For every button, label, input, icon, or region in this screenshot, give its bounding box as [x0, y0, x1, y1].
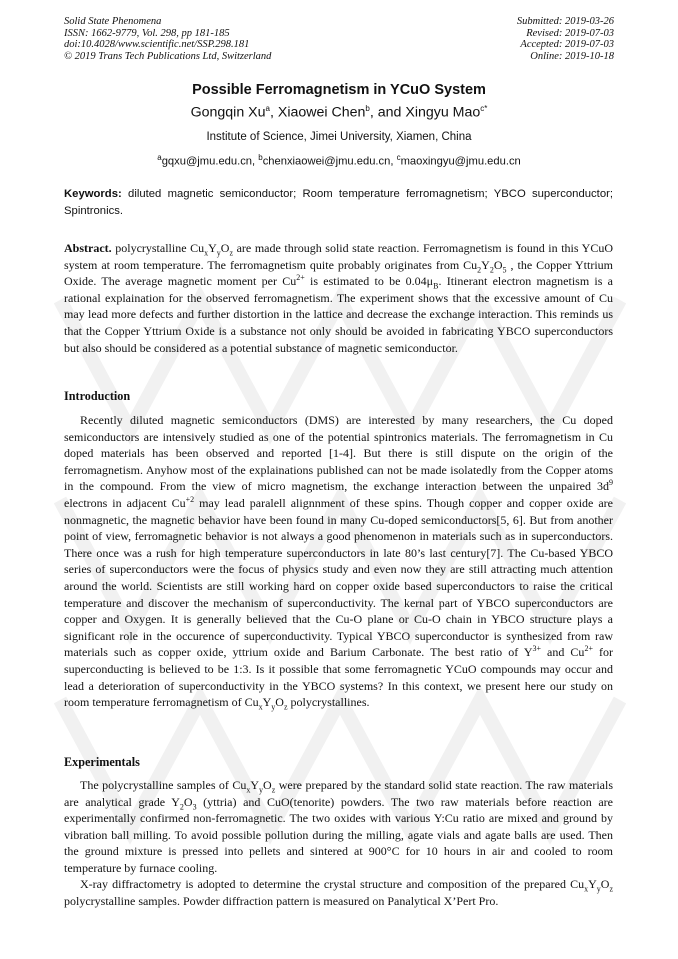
journal-name: Solid State Phenomena [64, 16, 162, 27]
superscript: +2 [185, 494, 195, 504]
keywords [64, 186, 613, 219]
superscript: 2+ [296, 273, 305, 283]
exp-text: Y [588, 877, 597, 891]
intro-text: O [275, 695, 284, 710]
issn-line: ISSN: 1662-9779, Vol. 298, pp 181-185 [64, 27, 230, 39]
subscript: 3 [192, 801, 197, 811]
header-right [517, 16, 614, 62]
copyright-line: © 2019 Trans Tech Publications Ltd, Switzerland [64, 50, 272, 62]
email-2-mark: b [258, 153, 263, 162]
exp-text: O [263, 778, 272, 792]
subscript: 2 [477, 264, 482, 274]
exp-text: The polycrystalline samples of Cu [80, 778, 247, 792]
header-left [64, 16, 271, 62]
subscript: x [246, 785, 251, 795]
subscript: x [258, 702, 263, 712]
subscript: 2 [179, 801, 184, 811]
experimentals-heading: Experimentals [64, 755, 140, 769]
intro-text: Recently diluted magnetic semiconductors (DMS) are interested by many researchers, the Cu doped semiconductors are intensively studied as one of the potential spintronics materials. The ferromagnetism in Cu doped materials has been observed and reported [1-4]. But there is still dispute on the origin of the ferromagnetism. Anyhow most of the explainations published can not be made isolatedly from the Copper atoms in the compound. From the view of micro magnetism, the exchange interaction between the unpaired 3d [64, 413, 613, 494]
introduction-paragraph [64, 412, 613, 711]
accepted-date: Accepted: 2019-07-03 [520, 39, 614, 51]
author-2: Xiaowei Chen [277, 104, 366, 121]
abstract-text: O [493, 257, 503, 272]
exp-text: X-ray diffractometry is adopted to determine the crystal structure and composition of the prepared Cu [80, 877, 585, 891]
subscript: y [271, 702, 276, 712]
subscript: z [609, 884, 613, 894]
journal-header [64, 16, 614, 62]
subscript: z [271, 785, 276, 795]
intro-text: for superconducting is believed to be 1:3. Is it possible that some ferromagnetic YCuO compounds may occur and lead a deterioration of superconductivity in the YBCO systems? In this context, we present here our study on room temperature ferromagnetism of Cu [64, 645, 613, 710]
author-1-mark: a [265, 104, 270, 113]
exp-text: O [183, 794, 193, 809]
email-3[interactable]: maoxingyu@jmu.edu.cn [400, 155, 521, 168]
email-list [0, 153, 678, 168]
exp-text: O [600, 877, 610, 891]
subscript: B [433, 281, 439, 291]
intro-text: Y [262, 695, 272, 710]
superscript: 2+ [584, 644, 593, 654]
author-3: Xingyu Mao [405, 104, 481, 121]
subscript: z [229, 248, 234, 258]
subscript: y [259, 785, 264, 795]
abstract-text: O [220, 241, 230, 255]
email-2[interactable]: chenxiaowei@jmu.edu.cn [262, 155, 391, 168]
introduction-heading: Introduction [64, 389, 131, 403]
subscript: 2 [489, 264, 494, 274]
abstract-label: Abstract. [64, 241, 112, 255]
subscript: y [216, 248, 221, 258]
exp-text: were prepared by the standard solid state reaction. The raw materials are analytical grade Y [64, 778, 613, 809]
keywords-text: diluted magnetic semiconductor; Room temperature ferromagnetism; YBCO superconductor; Spintronics. [64, 188, 614, 217]
subscript: z [283, 702, 288, 712]
superscript: 3+ [532, 644, 542, 654]
email-3-mark: c [396, 153, 401, 162]
abstract-text: is estimated to be 0.04μ [304, 274, 434, 289]
abstract-text: are made through solid state reaction. Ferromagnetism is found in this YCuO system at room temperature. The ferromagnetism quite probably originates from Cu [64, 241, 613, 272]
author-1: Gongqin Xu [190, 104, 266, 121]
author-list [0, 104, 678, 121]
affiliation: Institute of Science, Jimei University, Xiamen, China [206, 131, 472, 143]
author-separator: , and [369, 104, 406, 121]
author-2-mark: b [365, 104, 370, 113]
submitted-date: Submitted: 2019-03-26 [516, 16, 614, 27]
email-separator: , [252, 155, 259, 168]
subscript: y [596, 884, 601, 894]
subscript: 5 [502, 264, 507, 274]
abstract [64, 240, 613, 356]
exp-text: Y [250, 778, 260, 792]
intro-text: electrons in adjacent Cu [64, 495, 186, 510]
abstract-text: Y [208, 241, 217, 255]
experimentals-paragraph-1 [64, 777, 613, 877]
online-date: Online: 2019-10-18 [530, 50, 614, 62]
subscript: x [204, 248, 209, 258]
subscript: x [584, 884, 589, 894]
abstract-text: polycrystalline Cu [115, 241, 205, 255]
abstract-text: , the Copper Yttrium Oxide. The average magnetic moment per Cu [64, 257, 613, 289]
exp-text: polycrystalline samples. Powder diffraction pattern is measured on Panalytical X’Pert Pro. [64, 893, 499, 908]
email-separator: , [390, 155, 397, 168]
email-1[interactable]: gqxu@jmu.edu.cn [161, 155, 253, 168]
paper-title: Possible Ferromagnetism in YCuO System [192, 82, 486, 98]
author-3-mark: c* [480, 104, 488, 113]
email-1-mark: a [157, 153, 162, 162]
experimentals-paragraph-2 [64, 876, 613, 909]
intro-text: may lead paralell alignnment of these spins. Though copper and copper oxide are nonmagnetic, the magnetic behavior have been found in many Cu-doped semiconductors[5, 6]. But from another point of view, ferromagnetic behavior is not always a good phenomenon in materials such as in superconductors. There once was a rush for high temperature superconductors in late 80’s last century[7]. The Cu-based YBCO series of superconductors were the focus of physics study and even now they are still attracting much attention around the world. Scientists are still working hard on copper oxide based superconductors to raise the critical temperature and discover the mechanism of superconductivity. The kernal part of YBCO superconductors are copper and Oxygen. It is generally believed that the Cu-O plane or Cu-O chain in YBCO structure plays a significant role in the occurence of superconductivity. Typical YBCO superconductor is synthesized from raw materials such as copper oxide, yttrium oxide and Barium Carbonate. The best ratio of Y [64, 495, 614, 660]
intro-text: polycrystallines. [287, 695, 370, 710]
abstract-text: Y [481, 257, 490, 272]
doi-line: doi:10.4028/www.scientific.net/SSP.298.181 [64, 39, 250, 51]
revised-date: Revised: 2019-07-03 [526, 27, 614, 39]
intro-text: and Cu [541, 645, 585, 660]
superscript: 9 [609, 478, 613, 488]
keywords-label: Keywords: [64, 188, 122, 200]
abstract-text: . Itinerant electron magnetism is a rational explaination for the observed ferromagnetism. The experiment shows that the excessive amount of Cu may lead more defects and further distortion in the lattice and decrease the exchange interaction. This reminds us that the Copper Yttrium Oxide is a substance not only should be avoided in fabricating YBCO superconductors but also should be considered as a potential substance of magnetic semiconductor. [64, 274, 613, 355]
exp-text: (yttria) and CuO(tenorite) powders. The two raw materials before reaction are experimentally confirmed non-ferromagnetic. The two oxides with various Y:Cu ratio are mixed and ground by vibration ball milling. To avoid possible pollution during the milling, agate vials and agate balls are used. Then the ground mixture is pressed into pellets and sintered at 900°C for 10 hours in air and cooled to room temperature by furnace cooling. [64, 794, 613, 875]
author-separator: , [269, 104, 278, 121]
